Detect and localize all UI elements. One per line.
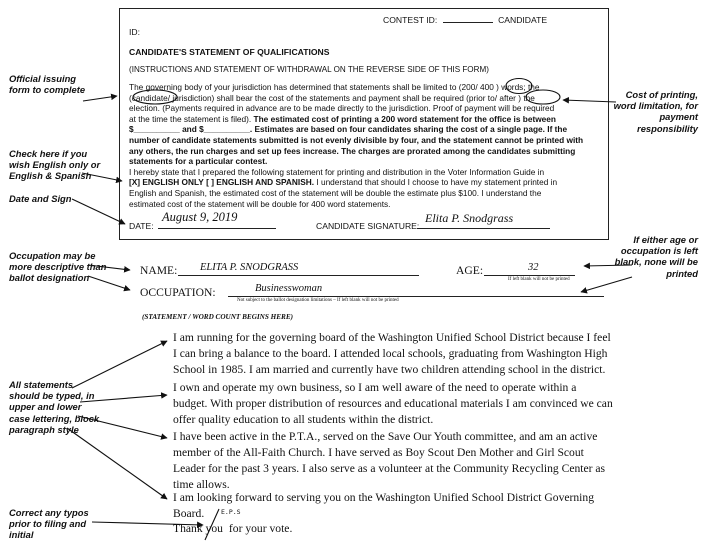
- annotation-check-language: Check here if you wish English only or English & Spanish: [9, 148, 101, 182]
- circle-candidate: [133, 90, 177, 104]
- candidate-label: CANDIDATE: [498, 15, 548, 25]
- circle-200: [506, 79, 532, 94]
- occupation-label: OCCUPATION:: [140, 286, 216, 299]
- name-field[interactable]: ELITA P. SNODGRASS: [178, 262, 419, 276]
- arrow-check-language: [82, 173, 122, 181]
- date-field[interactable]: August 9, 2019: [158, 210, 276, 229]
- typo-correction-mark: [205, 509, 219, 540]
- form-paragraph-1: The governing body of your jurisdiction has determined that statements shall be limited to (200/ 400 ) words; the (candidate/ jurisdiction) shall bear the cost of the statements and payment shall be required (prior to/ after ) the election. (Payments required in advance are to be made directly to the jurisdiction. Proof of payment will be required at the time the statement is filed). The estimated cost of printing a 200 word statement for the office is between $__________ and $__________. Estimates are based on four candidates sharing the cost of a single page. If the number of candidate statements submitted is not evenly divisible by four, and the statement cannot be printed with any others, the run charges and set up fees increase. The charges are prorated among the candidates submitting statements for a particular contest. I hereby state that I prepared the following statement for printing and distribution in the Voter Information Guide in [X] ENGLISH ONLY [ ] ENGLISH AND SPANISH. I understand that should I choose to have my statement printed in English and Spanish, the estimated cost of the statement will be double the estimate plus $100. I understand the estimated cost of the statement will be double for 400 word statements.: [129, 82, 605, 209]
- occupation-note: Not subject to the ballot designation limitations – If left blank will not be printed: [237, 298, 399, 303]
- name-label: NAME:: [140, 264, 178, 277]
- p1-line-j: any others, the run charges and set up fees increase. The charges are prorated among the candidates submitting: [129, 145, 576, 156]
- statement-paragraph-3: I have been active in the P.T.A., served on the Save Our Youth committee, and am an active member of the All-Faith Church. I have served as Boy Scout Den Mother and Girl Scout Leader for the past 3 years. I also serve as a volunteer at the Community Recycling Center as time allows.: [173, 430, 606, 491]
- p1-line-i: number of candidate statements submitted is not evenly divisible by four, and the statement cannot be printed with: [129, 134, 584, 145]
- statement-paragraph-1: I am running for the governing board of the Washington Unified School District because I feel I can bring a balance to the board. I attended local schools, graduating from Washington High School in 1985. I am married and currently have two children attending school in the district.: [173, 331, 611, 376]
- statement-header: (STATEMENT / WORD COUNT BEGINS HERE): [142, 313, 294, 321]
- p1-line-c: / jurisdiction) shall bear the cost of the statements and payment shall be required (: [167, 92, 469, 103]
- arrow-typed-1: [72, 341, 167, 388]
- date-label: DATE:: [129, 221, 154, 231]
- annotation-age-blank: If either age or occupation is left blank, none will be printed: [614, 234, 698, 279]
- annotation-typos: Correct any typos prior to filing and initial: [9, 507, 89, 541]
- form-subtitle: (INSTRUCTIONS AND STATEMENT OF WITHDRAWAL ON THE REVERSE SIDE OF THIS FORM): [129, 65, 489, 74]
- annotation-occupation: Occupation may be more descriptive than ballot designation: [9, 250, 107, 284]
- arrow-occupation-2: [88, 276, 130, 290]
- annotation-cost-printing: Cost of printing, word limitation, for payment responsibility: [613, 89, 698, 134]
- annotation-official-form: Official issuing form to complete: [9, 73, 86, 96]
- form-title: CANDIDATE'S STATEMENT OF QUALIFICATIONS: [129, 47, 330, 57]
- id-label: ID:: [129, 27, 140, 37]
- english-only-checkbox[interactable]: [X] ENGLISH ONLY: [129, 177, 204, 188]
- signature-label: CANDIDATE SIGNATURE:: [316, 221, 420, 231]
- arrow-typed-2: [80, 395, 167, 402]
- statement-paragraph-2: I own and operate my own business, so I am well aware of the need to operate within a budget. With proper distribution of resources and educational materials I am convinced we can offer quality education to all students within the district.: [173, 381, 613, 426]
- closing-b: for your vote.: [228, 522, 293, 535]
- english-spanish-checkbox[interactable]: [ ] ENGLISH AND SPANISH.: [206, 177, 315, 188]
- arrow-typos: [92, 522, 203, 525]
- age-label: AGE:: [456, 264, 484, 277]
- option-prior-to: prior to: [468, 92, 495, 103]
- signature-field[interactable]: Elita P. Snodgrass: [417, 211, 550, 229]
- initials: E.P.S: [221, 508, 241, 516]
- contest-id-label: CONTEST ID:: [383, 15, 438, 25]
- arrow-date-sign: [72, 199, 125, 224]
- p2-line-a: I hereby state that I prepared the following statement for printing and distribution in the Voter Information Guide in: [129, 166, 545, 177]
- p2-line-c: English and Spanish, the estimated cost of the statement will be double the estimate plus $100. I understand the: [129, 187, 542, 198]
- option-candidate: candidate: [131, 92, 168, 103]
- annotation-date-sign: Date and Sign: [9, 193, 72, 204]
- p1-line-k: statements for a particular contest.: [129, 156, 268, 167]
- p1-line-a: The governing body of your jurisdiction has determined that statements shall be limited to: [129, 82, 457, 92]
- p1-line-h: $__________ and $__________. Estimates are based on four candidates sharing the cost of a single page. If the: [129, 124, 568, 135]
- p2-line-b: I understand that should I choose to have my statement printed in: [316, 177, 558, 188]
- p2-line-d: estimated cost of the statement will be double for 400 word statements.: [129, 198, 391, 209]
- p1-line-e: election. (Payments required in advance are to be made directly to the jurisdiction. Proof of payment will be required: [129, 103, 555, 114]
- occupation-field[interactable]: Businesswoman: [228, 283, 604, 297]
- arrow-age-2: [581, 277, 632, 292]
- circle-prior-to: [526, 90, 560, 104]
- arrow-typed-4: [67, 428, 167, 499]
- arrow-typed-3: [78, 416, 167, 438]
- arrow-occupation-1: [88, 265, 130, 270]
- p1-line-f: at the time the statement is filed).: [129, 113, 252, 124]
- annotation-typed: All statements should be typed, in upper and lower case lettering, block paragraph style: [9, 379, 100, 435]
- p1-line-d: / after ) the: [494, 92, 535, 103]
- arrow-age-1: [584, 265, 632, 266]
- closing-a: Thank you: [173, 522, 223, 535]
- age-field[interactable]: 32: [484, 262, 575, 276]
- age-note: If left blank will not be printed: [508, 277, 570, 282]
- option-200: 200: [461, 82, 476, 92]
- statement-paragraph-4: I am looking forward to serving you on the Washington Unified School District Governing Board.: [173, 491, 594, 520]
- arrow-cost-printing: [563, 100, 616, 102]
- arrow-official-form: [83, 96, 117, 101]
- p1-line-g: The estimated cost of printing a 200 word statement for the office is between: [253, 113, 556, 124]
- p1-line-b: / 400 ) words; the: [475, 82, 540, 92]
